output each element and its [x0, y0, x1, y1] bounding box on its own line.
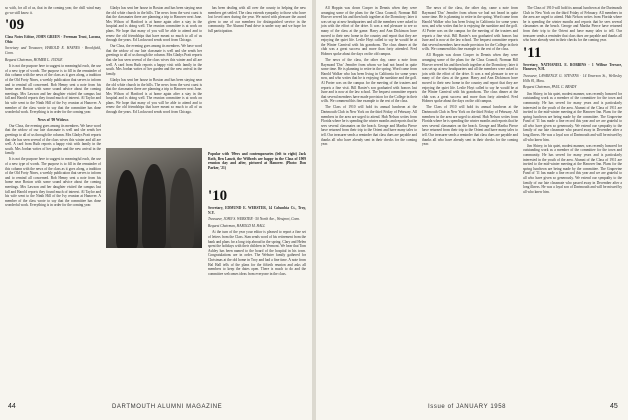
class-10-bequest: Bequest Chairman, HAROLD M. HALL [208, 223, 266, 228]
left-column-3 [208, 6, 306, 35]
class-11-bequest: Bequest Chairman, PAUL C. BRADY [523, 85, 577, 90]
left-page-number: 44 [8, 403, 16, 410]
right-col1-body: All Hoppin was down Cooper in Dennis when they were arranging some of the plans for the Class Council; Norman Bill Hoover served his and then both together at the Dormitory; later it was set up at new headquarters and all the members were asked to join with the effort of the drive. It was a real pleasure to see so many of the class at the game. Harry and Ann Dickinson have moved to their new home in the country and report that they are enjoying the quiet life. Leslie Hoyt called to say he would be at the Winter Carnival with his grandsons. The class dinner at the club was a great success and more than forty attended. Fred Holmes spoke about the days on the old campus. [321, 6, 417, 56]
col3-top-text: has been dealing with all over the county in helping the new members get settled. The class extends sympathy to those who have lost loved ones during the year. We noted with pleasure the award given to one of our members for distinguished service in the community. The Alumni Fund drive is under way and we hope for full participation. [208, 6, 306, 33]
right-column-2 [422, 6, 518, 148]
class-10-body: At the turn of the year your editor is pleased to report a fine set of letters from the Class. Stan sends word of his retirement from the bank and plans for a long trip abroad in the spring. Clary and Helen spent the holidays with their children in Vermont. We hear that Tom Ashley has been named to the board of the hospital in his town. Congratulations are in order. The Webster family gathered for Christmas at the old home in Troy and had a fine time. A note from Hal Hall tells of the plans for the fiftieth reunion and asks all members to keep the dates open. There is much to do and the committee welcomes ideas from everyone in the class. [208, 230, 306, 276]
class-11-body: Jim Shirey, in his quiet, modest manner, was recently honored for outstanding work as a member of the committee for the town and community. He has served for many years and is particularly interested in the youth of the area. Alumni of the Class of 1911 are invited to the mid-winter meeting at the Hanover Inn. Plans for the spring luncheon are being made by the committee. The Grapevine Fund of '11 has made a fine record this year and we are grateful to all who have given so generously. We extend our sympathy to the family of our late classmate who passed away in December after a long illness. He was a loyal son of Dartmouth and will be missed by all who knew him. [523, 91, 622, 142]
class-10-section [208, 186, 306, 278]
right-col3-body: The Class of 1910 will hold its annual luncheon at the Dartmouth Club in New York on the third Friday of February. All members in the area are urged to attend. Hub Nelson writes from Florida where he is spending the winter months and reports that he sees several classmates on the beach. George and Martha Pierce have returned from their trip to the Orient and have many tales to tell. Our treasurer sends a reminder that class dues are payable and thanks all who have already sent in their checks for the coming year. [523, 6, 622, 43]
right-column-1 [321, 6, 417, 148]
class-photo [106, 148, 202, 248]
right-column-3 [523, 6, 622, 196]
right-col2-body-continued: All Hoppin was down Cooper in Dennis when they were arranging some of the plans for the Class Council; Norman Bill Hoover served his and then both together at the Dormitory; later it was set up at new headquarters and all the members were asked to join with the effort of the drive. It was a real pleasure to see so many of the class at the game. Harry and Ann Dickinson have moved to their new home in the country and report that they are enjoying the quiet life. Leslie Hoyt called to say he would be at the Winter Carnival with his grandsons. The class dinner at the club was a great success and more than forty attended. Fred Holmes spoke about the days on the old campus. [422, 53, 518, 104]
right-footer: Issue of JANUARY 1958 [428, 404, 507, 410]
col2-body: Gladys has sent her house in Boston and has been staying near the old white church in the hills. The news from the west coast is that the classmates there are planning a trip to Hanover next June. Mrs Wilson of Hartford is at home again after a stay in the hospital and is doing well. The reunion committee is at work on plans. We hope that many of you will be able to attend and to renew the old friendships that have meant so much to all of us through the years. Ed Lockwood sends word from Chicago. [106, 6, 202, 43]
left-column-1 [5, 6, 101, 209]
right-col2-body-extra: The Class of 1910 will hold its annual luncheon at the Dartmouth Club in New York on the third Friday of February. All members in the area are urged to attend. Hub Nelson writes from Florida where he is spending the winter months and reports that he sees several classmates on the beach. George and Martha Pierce have returned from their trip to the Orient and have many tales to tell. Our treasurer sends a reminder that class dues are payable and thanks all who have already sent in their checks for the coming year. [422, 105, 518, 147]
class-09-bequest: Bequest Chairman, HOMER L. JUDGE [5, 57, 63, 62]
person-figure-1 [116, 170, 138, 248]
photo-caption-text: Popular with '09ers and contemporaries (left to right) Jack Roth, Ben Lanzit, the Wilfords are happy in the Class of 1909 reunion day and after, pictured at Hanover. (Photo: Don Parker, '21) [208, 152, 306, 170]
class-10-header: Secretary, EDMUND E. WEBSTER, 14 Columbia Ct., Troy, N.Y. [208, 206, 306, 215]
person-figure-2 [142, 164, 166, 248]
class-09-secretary: Secretary and Treasurer, HAROLD E. HAYNES · Brookfield, Conn. [5, 46, 101, 55]
col2-body-extra: Gladys has sent her house in Boston and has been staying near the old white church in the hills. The news from the west coast is that the classmates there are planning a trip to Hanover next June. Mrs Wilson of Hartford is at home again after a stay in the hospital and is doing well. The reunion committee is at work on plans. We hope that many of you will be able to attend and to renew the old friendships that have meant so much to all of us through the years. Ed Lockwood sends word from Chicago. [106, 77, 202, 115]
col1-top-text: so with, for all of us, that in the coming year, the chill wind may go we still know it. [5, 6, 101, 15]
widows-body: Our Class, the evening goes among its members. We have word that the widow of our late classmate is well and she sends her greetings to all of us through the column. Mrs Gladys Pratt reports that she has seen several of the class wives this winter and all are well. A card from Ruth reports a happy visit with family in the south. Mrs Jordan writes of her garden and the new arrival in the family. [5, 123, 101, 156]
news-heading: News of '09 Widows [37, 117, 69, 122]
class-11-body-continued: Jim Shirey, in his quiet, modest manner, was recently honored for outstanding work as a member of the committee for the town and community. He has served for many years and is particularly interested in the youth of the area. Alumni of the Class of 1911 are invited to the mid-winter meeting at the Hanover Inn. Plans for the spring luncheon are being made by the committee. The Grapevine Fund of '11 has made a fine record this year and we are grateful to all who have given so generously. We extend our sympathy to the family of our late classmate who passed away in December after a long illness. He was a loyal son of Dartmouth and will be missed by all who knew him. [523, 143, 622, 194]
left-footer: DARTMOUTH ALUMNI MAGAZINE [112, 404, 223, 410]
class-11-year: '11 [523, 44, 542, 61]
right-page-number: 45 [610, 403, 618, 410]
class-11-header: Secretary, NATHANIEL E. ROBBINS · 1 Wilbur Terrace, Hanover, N.H. [523, 62, 622, 72]
class-10-treasurer: Treasurer, JOHN S. WEBSTER · 50 North Ave., Westport, Conn. [208, 217, 300, 222]
left-page [0, 0, 312, 420]
photo-caption [208, 152, 306, 170]
class-09-header: Class Notes Editor, JOHN GREEN · Freeman Trust, Lacona, Ohio [5, 35, 101, 44]
col2-body-continued: Our Class, the evening goes among its members. We have word that the widow of our late classmate is well and she sends her greetings to all of us through the column. Mrs Gladys Pratt reports that she has seen several of the class wives this winter and all are well. A card from Ruth reports a happy visit with family in the south. Mrs Jordan writes of her garden and the new arrival in the family. [106, 44, 202, 76]
right-col1-body-continued: The news of the class, the other day, came a note from Raymond 'Doc' Jennifer from whom we had not heard in quite some time. He is planning to retire in the spring. Word came from Harold Walker who has been living in California for some years now, and who writes that he is enjoying the sunshine and the golf. Al Porter was on the campus for the meeting of the trustees and reports a fine visit. Bill Baxter's son graduated with honors last June and is now at the law school. The bequest committee reports that several members have made provision for the College in their wills. We commend this fine example to the rest of the class. [321, 58, 417, 104]
right-col2-body: The news of the class, the other day, came a note from Raymond 'Doc' Jennifer from whom we had not heard in quite some time. He is planning to retire in the spring. Word came from Harold Walker who has been living in California for some years now, and who writes that he is enjoying the sunshine and the golf. Al Porter was on the campus for the meeting of the trustees and reports a fine visit. Bill Baxter's son graduated with honors last June and is now at the law school. The bequest committee reports that several members have made provision for the College in their wills. We commend this fine example to the rest of the class. [422, 6, 518, 52]
right-page [316, 0, 628, 420]
class-09-year: '09 [5, 17, 25, 34]
class-09-body: It is not the purpose here to suggest to meaningful each, the use of a new type of words. The purpose is to fill in the remainder of this column with the news of the class as it goes along, a tradition of the Old Forty Nines, a weekly publication that serves to inform and to remind all concerned. Bob Henny sent a note from his home near Boston with some sound advice about the coming meetings. Mrs Lawson and her daughter visited the campus last fall and Harold reports they found much of interest. Al Taylor and his wife went to the Ninth Hill of the Ivy reunion at Hanover. A member of the class wrote to say that the committee has done wonderful work. Everything is in order for the coming year. [5, 64, 101, 115]
left-column-2 [106, 6, 202, 116]
person-figure-3 [170, 168, 194, 248]
class-09-body-continued: It is not the purpose here to suggest to meaningful each, the use of a new type of words. The purpose is to fill in the remainder of this column with the news of the class as it goes along, a tradition of the Old Forty Nines, a weekly publication that serves to inform and to remind all concerned. Bob Henny sent a note from his home near Boston with some sound advice about the coming meetings. Mrs Lawson and her daughter visited the campus last fall and Harold reports they found much of interest. Al Taylor and his wife went to the Ninth Hill of the Ivy reunion at Hanover. A member of the class wrote to say that the committee has done wonderful work. Everything is in order for the coming year. [5, 157, 101, 208]
right-col1-body-extra: The Class of 1910 will hold its annual luncheon at the Dartmouth Club in New York on the third Friday of February. All members in the area are urged to attend. Hub Nelson writes from Florida where he is spending the winter months and reports that he sees several classmates on the beach. George and Martha Pierce have returned from their trip to the Orient and have many tales to tell. Our treasurer sends a reminder that class dues are payable and thanks all who have already sent in their checks for the coming year. [321, 105, 417, 147]
class-10-year: '10 [208, 188, 228, 204]
class-11-treasurer: Treasurer, LAWRENCE G. STEVENS · 14 Emerson St., Wellesley Hills 81, Mass. [523, 73, 622, 83]
